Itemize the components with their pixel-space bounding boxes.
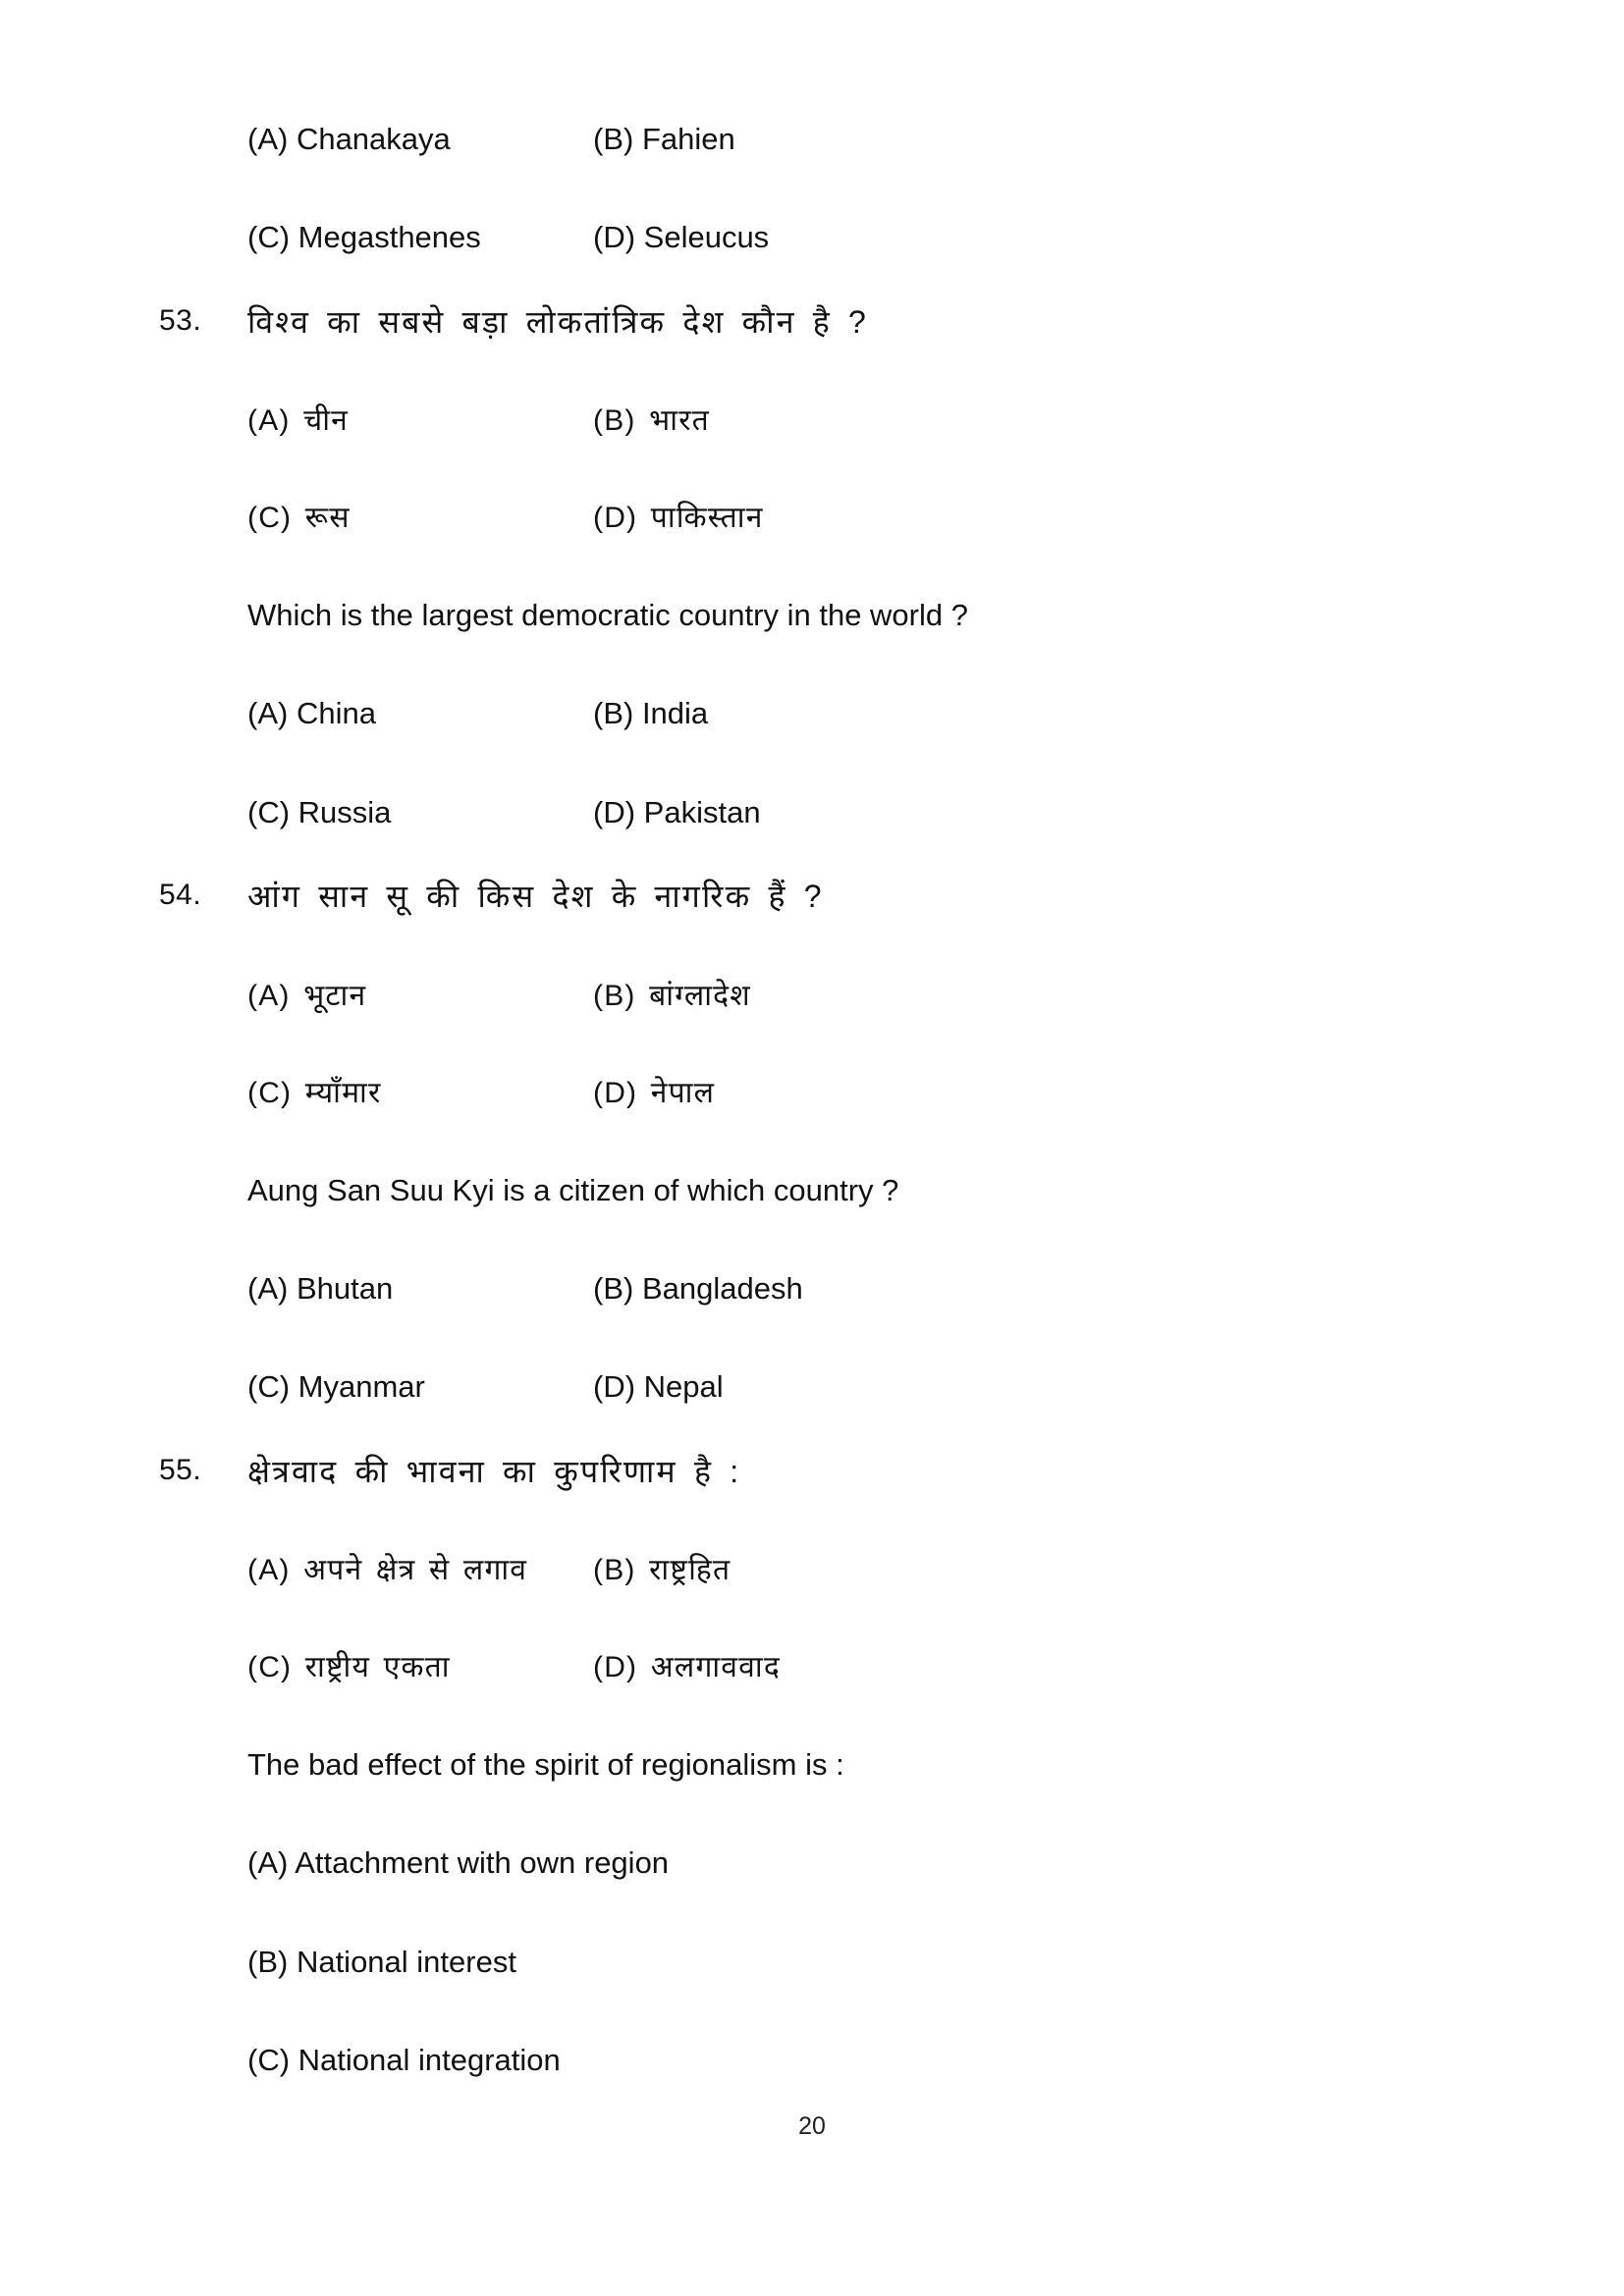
question-text-hindi: क्षेत्रवाद की भावना का कुपरिणाम है : (247, 1453, 741, 1489)
option-a-hindi[interactable] (247, 977, 593, 1015)
option-text: पाकिस्तान (650, 502, 764, 535)
option-text: Bhutan (296, 1270, 394, 1306)
option-text: Chanakaya (296, 122, 451, 156)
option-a-hindi[interactable] (247, 1551, 593, 1589)
option-label: (A) (247, 979, 304, 1012)
option-text: India (641, 696, 709, 731)
option-b-hindi[interactable] (593, 401, 1624, 440)
option-row-english (247, 1367, 1624, 1407)
option-c-english[interactable] (247, 793, 593, 832)
option-label: (C) (247, 1369, 298, 1405)
option-a-english[interactable] (247, 694, 593, 733)
option-text: Seleucus (643, 220, 770, 255)
option-a-english[interactable] (247, 1269, 593, 1308)
option-label: (D) (593, 502, 651, 535)
spacer (0, 918, 1624, 977)
spacer (0, 1785, 1624, 1843)
option-label: (A) (247, 696, 297, 731)
spacer (0, 832, 1624, 877)
option-label: (A) (247, 1845, 296, 1881)
spacer (0, 1210, 1624, 1269)
question-55 (0, 1452, 1624, 2081)
option-label: (D) (593, 1369, 644, 1405)
option-text: अलगाववाद (650, 1651, 781, 1684)
option-label: (A) (247, 1270, 297, 1306)
question-number: 54. (159, 879, 202, 912)
option-label: (C) (247, 794, 298, 829)
option-text: राष्ट्रहित (649, 1554, 731, 1587)
option-label: (B) (593, 696, 642, 731)
question-53 (0, 302, 1624, 832)
option-text: नेपाल (650, 1076, 716, 1109)
option-text: चीन (303, 404, 350, 438)
spacer (0, 258, 1624, 302)
option-label: (D) (593, 1651, 651, 1684)
option-label: (C) (247, 502, 305, 535)
spacer (0, 1308, 1624, 1367)
option-c-hindi[interactable] (247, 499, 593, 537)
spacer (0, 635, 1624, 694)
option-label: (D) (593, 794, 644, 829)
option-text: भूटान (303, 979, 367, 1012)
question-54 (0, 877, 1624, 1407)
option-text: Megasthenes (298, 220, 481, 255)
question-heading-hindi (0, 1452, 1624, 1493)
spacer (0, 734, 1624, 793)
question-text-english-row (247, 1171, 1624, 1210)
option-d-hindi[interactable] (593, 1074, 1624, 1112)
option-row-hindi (247, 1551, 1624, 1589)
spacer (0, 159, 1624, 218)
option-label: (D) (593, 220, 644, 255)
option-label: (B) (593, 1554, 650, 1587)
option-label: (B) (593, 404, 650, 438)
option-c-english[interactable] (247, 2041, 561, 2080)
option-text: Myanmar (298, 1369, 425, 1405)
option-row-english (247, 1943, 1624, 1982)
option-label: (A) (247, 122, 297, 156)
option-c-english[interactable] (247, 1367, 593, 1407)
option-text: अपने क्षेत्र से लगाव (303, 1554, 528, 1587)
option-b-hindi[interactable] (593, 1551, 1624, 1589)
option-label: (D) (593, 1076, 651, 1109)
spacer (0, 537, 1624, 596)
spacer (0, 1686, 1624, 1745)
question-heading-hindi (0, 877, 1624, 918)
option-text: भारत (649, 404, 710, 438)
question-text-english-row (247, 596, 1624, 635)
option-label: (C) (247, 220, 298, 255)
option-b[interactable] (593, 120, 1624, 159)
option-text: National integration (298, 2043, 561, 2078)
spacer (0, 1982, 1624, 2041)
option-text: बांग्लादेश (649, 979, 751, 1012)
question-text-hindi: आंग सान सू की किस देश के नागरिक हैं ? (247, 879, 824, 915)
option-label: (C) (247, 2043, 298, 2078)
spacer (0, 343, 1624, 401)
option-row-english (247, 1843, 1624, 1883)
option-row-english (247, 2041, 1624, 2080)
question-number: 53. (159, 303, 202, 337)
option-text: Russia (298, 794, 392, 829)
question-text-hindi: विश्व का सबसे बड़ा लोकतांत्रिक देश कौन है ? (247, 303, 869, 340)
option-row-english (247, 793, 1624, 832)
spacer (0, 1015, 1624, 1074)
option-text: रूस (304, 502, 351, 535)
option-row-hindi (247, 1074, 1624, 1112)
option-text: राष्ट्रीय एकता (304, 1651, 451, 1684)
page-number: 20 (798, 2112, 826, 2140)
option-label: (A) (247, 404, 304, 438)
spacer (0, 1492, 1624, 1551)
option-d-english[interactable] (593, 1367, 1624, 1407)
option-label: (B) (593, 1270, 642, 1306)
option-label: (B) (593, 979, 650, 1012)
option-label: (B) (593, 122, 642, 156)
option-label: (C) (247, 1076, 305, 1109)
option-text: Attachment with own region (295, 1845, 670, 1881)
option-row-hindi (247, 499, 1624, 537)
question-text-english: Aung San Suu Kyi is a citizen of which country ? (247, 1172, 899, 1207)
option-text: Bangladesh (641, 1270, 803, 1306)
option-row-hindi (247, 1648, 1624, 1686)
question-number: 55. (159, 1453, 202, 1486)
spacer (0, 1589, 1624, 1648)
option-text: Fahien (641, 122, 735, 156)
option-c-hindi[interactable] (247, 1648, 593, 1686)
option-label: (C) (247, 1651, 305, 1684)
option-row (247, 120, 1624, 159)
option-text: Nepal (643, 1369, 724, 1405)
option-text: National interest (296, 1944, 516, 1979)
question-heading-hindi (0, 302, 1624, 344)
option-label: (B) (247, 1944, 297, 1979)
question-text-english: Which is the largest democratic country in the world ? (247, 598, 968, 633)
option-text: म्याँमार (304, 1076, 382, 1109)
option-b-english[interactable] (593, 694, 1624, 733)
option-d-hindi[interactable] (593, 1648, 1624, 1686)
option-a[interactable] (247, 120, 593, 159)
spacer (0, 1408, 1624, 1452)
option-row-english (247, 694, 1624, 733)
spacer (0, 1884, 1624, 1943)
spacer (0, 440, 1624, 499)
option-row-english (247, 1269, 1624, 1308)
option-d-hindi[interactable] (593, 499, 1624, 537)
option-text: Pakistan (643, 794, 761, 829)
option-d-english[interactable] (593, 793, 1624, 832)
spacer (0, 1112, 1624, 1171)
option-a-english[interactable] (247, 1843, 669, 1883)
option-b-hindi[interactable] (593, 977, 1624, 1015)
option-a-hindi[interactable] (247, 401, 593, 440)
option-c-hindi[interactable] (247, 1074, 593, 1112)
option-b-english[interactable] (247, 1943, 516, 1982)
option-c[interactable] (247, 218, 593, 257)
option-row-hindi (247, 401, 1624, 440)
option-b-english[interactable] (593, 1269, 1624, 1308)
question-text-english: The bad effect of the spirit of regionalism is : (247, 1747, 844, 1783)
question-text-english-row (247, 1745, 1624, 1785)
option-label: (A) (247, 1554, 304, 1587)
option-row-hindi (247, 977, 1624, 1015)
option-text: China (296, 696, 376, 731)
option-row (247, 218, 1624, 257)
option-d[interactable] (593, 218, 1624, 257)
carryover-options-block (0, 0, 1624, 258)
